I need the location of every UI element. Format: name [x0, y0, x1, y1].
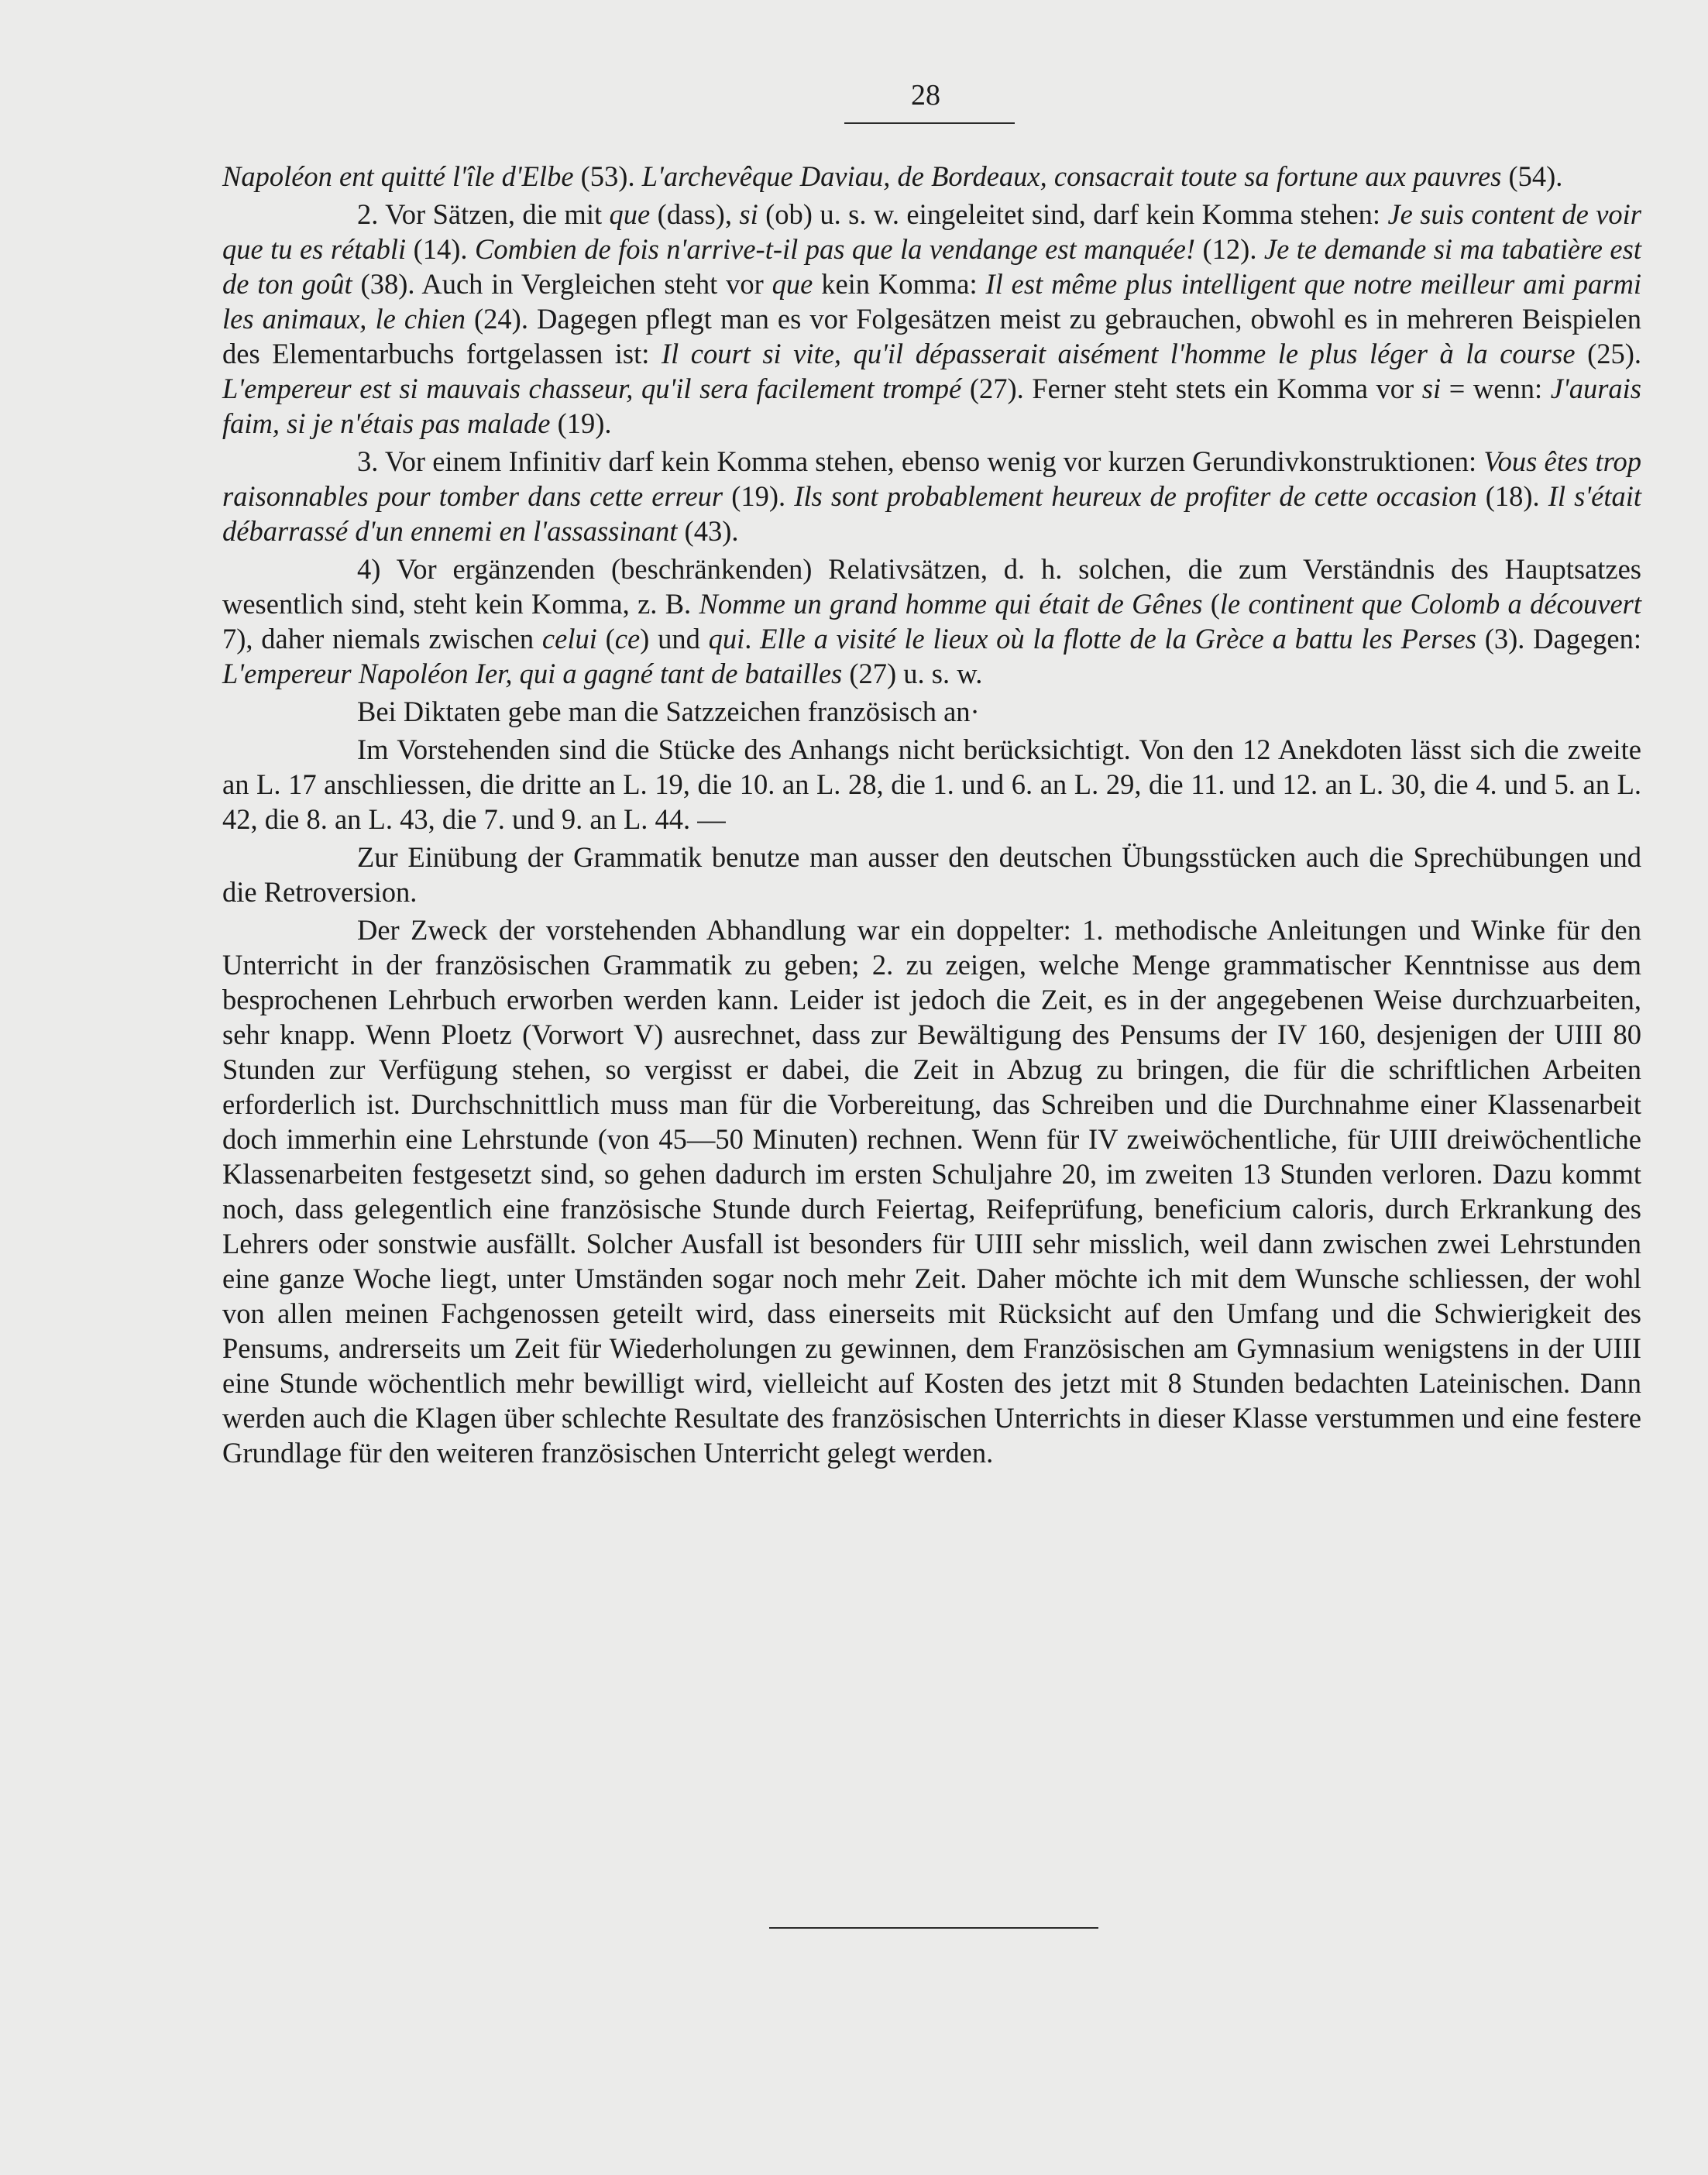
text-run: (dass), — [650, 198, 740, 230]
french-example: que — [772, 268, 813, 300]
french-example: Nomme un grand homme qui était de Gênes — [699, 588, 1203, 620]
french-example: le continent que Colomb a découvert — [1219, 588, 1641, 620]
french-example: L'archevêque Daviau, de Bordeaux, consacrait toute sa fortune aux pauvres — [641, 160, 1502, 192]
header-rule — [844, 122, 1015, 124]
french-example: Elle a visité le lieux où la flotte de la Grèce a battu les Perses — [760, 623, 1476, 655]
french-example: celui — [541, 623, 597, 655]
text-run: 3. Vor einem Infinitiv darf kein Komma stehen, ebenso wenig vor kurzen Gerundivkonstruktionen: — [357, 445, 1484, 477]
body-text — [222, 159, 1641, 1470]
text-run: (27) u. s. w. — [842, 658, 983, 689]
text-run: . — [744, 623, 761, 655]
text-run: Im Vorstehenden sind die Stücke des Anhangs nicht berücksichtigt. Von den 12 Anekdoten lässt sich die zweite an L. 17 anschliessen, die dritte an L. 19, die 10. an L. 28, die 1. und 6. an L. 29, die 11. und 12. an L. 30, die 4. und 5. an L. 42, die 8. an L. 43, die 7. und 9. an L. 44. — — [222, 734, 1641, 835]
french-example: si — [739, 198, 758, 230]
french-example: Ils sont probablement heureux de profiter de cette occasion — [794, 480, 1477, 512]
french-example: si — [1421, 373, 1442, 404]
page-number: 28 — [911, 79, 940, 112]
text-run: kein Komma: — [813, 268, 986, 300]
text-run: (ob) u. s. w. eingeleitet sind, darf kein Komma stehen: — [758, 198, 1388, 230]
french-example: Il s'était débarrassé d'un ennemi en l'assassinant — [222, 480, 1642, 547]
french-example: J'aurais faim, si je n'étais pas malade — [222, 373, 1642, 439]
french-example: Il court si vite, qu'il dépasserait aisément l'homme le plus léger à la course — [661, 338, 1576, 369]
text-run: (53). — [573, 160, 642, 192]
text-run: (19). — [550, 407, 612, 439]
text-run: (12). — [1195, 233, 1264, 265]
paragraph — [222, 912, 1641, 1470]
text-run: 7), daher niemals zwischen — [222, 623, 542, 655]
text-run: ( — [1202, 588, 1220, 620]
french-example: ce — [614, 623, 641, 655]
paragraph — [222, 551, 1641, 691]
paragraph — [222, 694, 1641, 729]
french-example: Vous êtes trop raisonnables pour tomber dans cette erreur — [222, 445, 1641, 512]
text-run: ) und — [640, 623, 709, 655]
french-example: Je te demande si ma tabatière est de ton goût — [222, 233, 1641, 300]
french-example: que — [609, 198, 651, 230]
text-run: ( — [596, 623, 615, 655]
paragraph — [222, 159, 1641, 194]
french-example: L'empereur Napoléon Ier, qui a gagné tant de batailles — [222, 658, 843, 689]
text-run: (27). Ferner steht stets ein Komma vor — [961, 373, 1422, 404]
text-run: Der Zweck der vorstehenden Abhandlung war ein doppelter: 1. methodische Anleitungen und Winke für den Unterricht in der französischen Grammatik zu geben; 2. zu zeigen, welche Menge grammatischer Kenntnisse aus dem besprochenen Lehrbuch erworben werden kann. Leider ist jedoch die Zeit, es in der angegebenen Weise durchzuarbeiten, sehr knapp. Wenn Ploetz (Vorwort V) ausrechnet, dass zur Bewältigung des Pensums der IV 160, desjenigen der UIII 80 Stunden zur Verfügung stehen, so vergisst er dabei, die Zeit in Abzug zu bringen, die für die schriftlichen Arbeiten erforderlich ist. Durchschnittlich muss man für die Vorbereitung, das Schreiben und die Durchnahme einer Klassenarbeit doch immerhin eine Lehrstunde (von 45—50 Minuten) rechnen. Wenn für IV zweiwöchentliche, für UIII dreiwöchentliche Klassenarbeiten festgesetzt sind, so gehen dadurch im ersten Schuljahre 20, im zweiten 13 Stunden verloren. Dazu kommt noch, dass gelegentlich eine französische Stunde durch Feiertag, Reifeprüfung, beneficium caloris, durch Erkrankung des Lehrers oder sonstwie ausfällt. Solcher Ausfall ist besonders für UIII sehr misslich, weil dann zwischen zwei Lehrstunden eine ganze Woche liegt, unter Umständen sogar noch mehr Zeit. Daher möchte ich mit dem Wunsche schliessen, der wohl von allen meinen Fachgenossen geteilt wird, dass einerseits mit Rücksicht auf den Umfang und die Schwierigkeit des Pensums, andrerseits um Zeit für Wiederholungen zu gewinnen, dem Französischen am Gymnasium wenigstens in der UIII eine Stunde wöchentlich mehr bewilligt wird, vielleicht auf Kosten des jetzt mit 8 Stunden bedachten Lateinischen. Dann werden auch die Klagen über schlechte Resultate des französischen Unterrichts in dieser Klasse verstummen und eine festere Grundlage für den weiteren französischen Unterricht gelegt werden. — [222, 914, 1641, 1469]
text-run: Bei Diktaten gebe man die Satzzeichen französisch an· — [357, 696, 980, 727]
text-run: (19). — [723, 480, 795, 512]
french-example: qui — [708, 623, 745, 655]
text-run: = wenn: — [1441, 373, 1551, 404]
paragraph — [222, 840, 1641, 909]
text-run: 4) Vor ergänzenden (beschränkenden) Relativsätzen, d. h. solchen, die zum Verständnis des Hauptsatzes wesentlich sind, steht kein Komma, z. B. — [222, 553, 1641, 620]
text-run: (14). — [406, 233, 475, 265]
paragraph — [222, 197, 1641, 441]
text-run: (38). Auch in Vergleichen steht vor — [352, 268, 772, 300]
paragraph — [222, 444, 1641, 548]
french-example: Je suis content de voir que tu es rétabli — [222, 198, 1641, 265]
text-run: (3). Dagegen: — [1476, 623, 1642, 655]
text-run: (43). — [677, 515, 739, 547]
french-example: L'empereur est si mauvais chasseur, qu'il sera facilement trompé — [222, 373, 962, 404]
text-run: (54). — [1501, 160, 1563, 192]
french-example: Il est même plus intelligent que notre meilleur ami parmi les animaux, le chien — [222, 268, 1642, 335]
footer-rule — [769, 1927, 1098, 1929]
paragraph — [222, 732, 1641, 837]
text-run: Zur Einübung der Grammatik benutze man ausser den deutschen Übungsstücken auch die Sprechübungen und die Retroversion. — [222, 841, 1641, 908]
text-run: (25). — [1575, 338, 1642, 369]
french-example: Napoléon ent quitté l'île d'Elbe — [222, 160, 574, 192]
text-run: (24). Dagegen pflegt man es vor Folgesätzen meist zu gebrauchen, obwohl es in mehreren Beispielen des Elementarbuchs fortgelassen ist: — [222, 303, 1641, 369]
text-run: 2. Vor Sätzen, die mit — [357, 198, 610, 230]
french-example: Combien de fois n'arrive-t-il pas que la vendange est manquée! — [474, 233, 1196, 265]
text-run: (18). — [1476, 480, 1548, 512]
